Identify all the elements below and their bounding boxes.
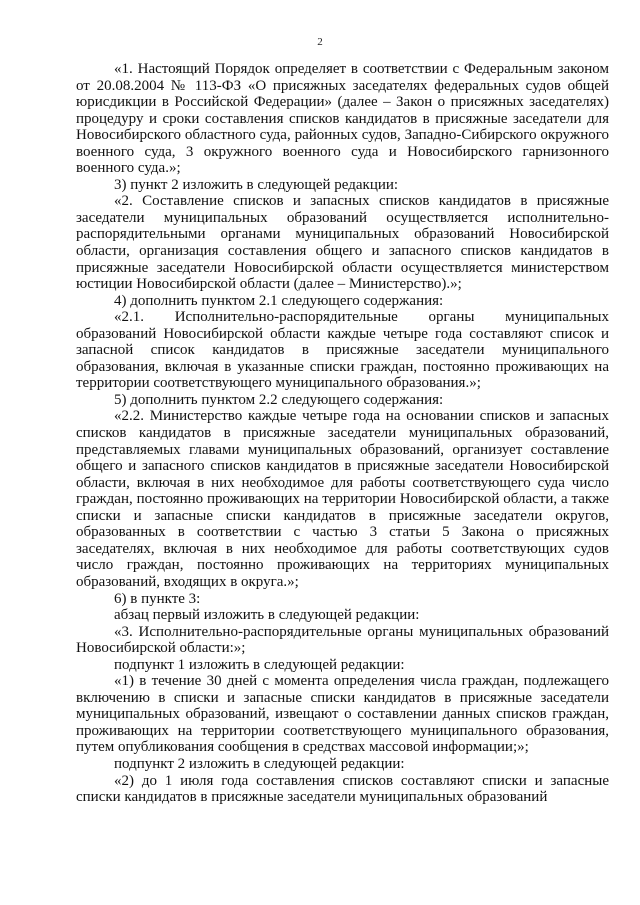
paragraph-10: «3. Исполнительно-распорядительные органы муниципальных образований Новосибирской области:»;: [76, 623, 609, 657]
paragraph-1: «1. Настоящий Порядок определяет в соответствии с Федеральным законом от 20.08.2004 № 113-ФЗ «О присяжных заседателях федеральных судов общей юрисдикции в Российской Федерации» (далее – Закон о присяжных заседателях) процедуру и сроки составления списков кандидатов в присяжные заседатели для Новосибирского областного суда, районных судов, Западно-Сибирского окружного военного суда, 3 окружного военного суда и Новосибирского гарнизонного военного суда.»;: [76, 61, 609, 177]
paragraph-4: 4) дополнить пунктом 2.1 следующего содержания:: [114, 292, 444, 309]
paragraph-9: абзац первый изложить в следующей редакции:: [114, 607, 420, 624]
paragraph-13: подпункт 2 изложить в следующей редакции:: [114, 755, 405, 772]
page-number: 2: [317, 36, 323, 48]
paragraph-11: подпункт 1 изложить в следующей редакции:: [114, 656, 405, 673]
paragraph-8: 6) в пункте 3:: [114, 590, 201, 607]
paragraph-3: «2. Составление списков и запасных списков кандидатов в присяжные заседатели муниципальных образований осуществляется исполнительно-распорядительными органами муниципальных образований Новосибирской области, организация составления общего и запасного списков кандидатов в присяжные заседатели Новосибирской области осуществляется министерством юстиции Новосибирской области (далее – Министерство).»;: [76, 193, 609, 293]
paragraph-2: 3) пункт 2 изложить в следующей редакции:: [114, 176, 399, 193]
document-body: [76, 61, 609, 806]
paragraph-14: «2) до 1 июля года составления списков составляют списки и запасные списки кандидатов в присяжные заседатели муниципальных образований: [76, 772, 609, 806]
paragraph-12: «1) в течение 30 дней с момента определения числа граждан, подлежащего включению в списки и запасные списки кандидатов в присяжные заседатели муниципальных образований, извещают о составлении данных списков граждан, проживающих на территории соответствующего муниципального образования, путем опубликования сообщения в средствах массовой информации;»;: [76, 673, 609, 756]
paragraph-6: 5) дополнить пунктом 2.2 следующего содержания:: [114, 391, 444, 408]
paragraph-7: «2.2. Министерство каждые четыре года на основании списков и запасных списков кандидатов в присяжные заседатели муниципальных образований, представляемых главами муниципальных образований, организует составление общего и запасного списков кандидатов в присяжные заседатели Новосибирской области, включая в них необходимое для работы соответствующего суда число граждан, постоянно проживающих на территории Новосибирской области, а также списки и запасные списки кандидатов в присяжные заседатели округов, образованных в соответствии с частью 3 статьи 5 Закона о присяжных заседателях, включая в них необходимое для работы соответствующих судов число граждан, постоянно проживающих на территориях муниципальных образований, входящих в округа.»;: [76, 408, 609, 590]
paragraph-5: «2.1. Исполнительно-распорядительные органы муниципальных образований Новосибирской области каждые четыре года составляют список и запасной список кандидатов в присяжные заседатели муниципального образования, включая в указанные списки граждан, постоянно проживающих на территории соответствующего муниципального образования.»;: [76, 309, 609, 392]
